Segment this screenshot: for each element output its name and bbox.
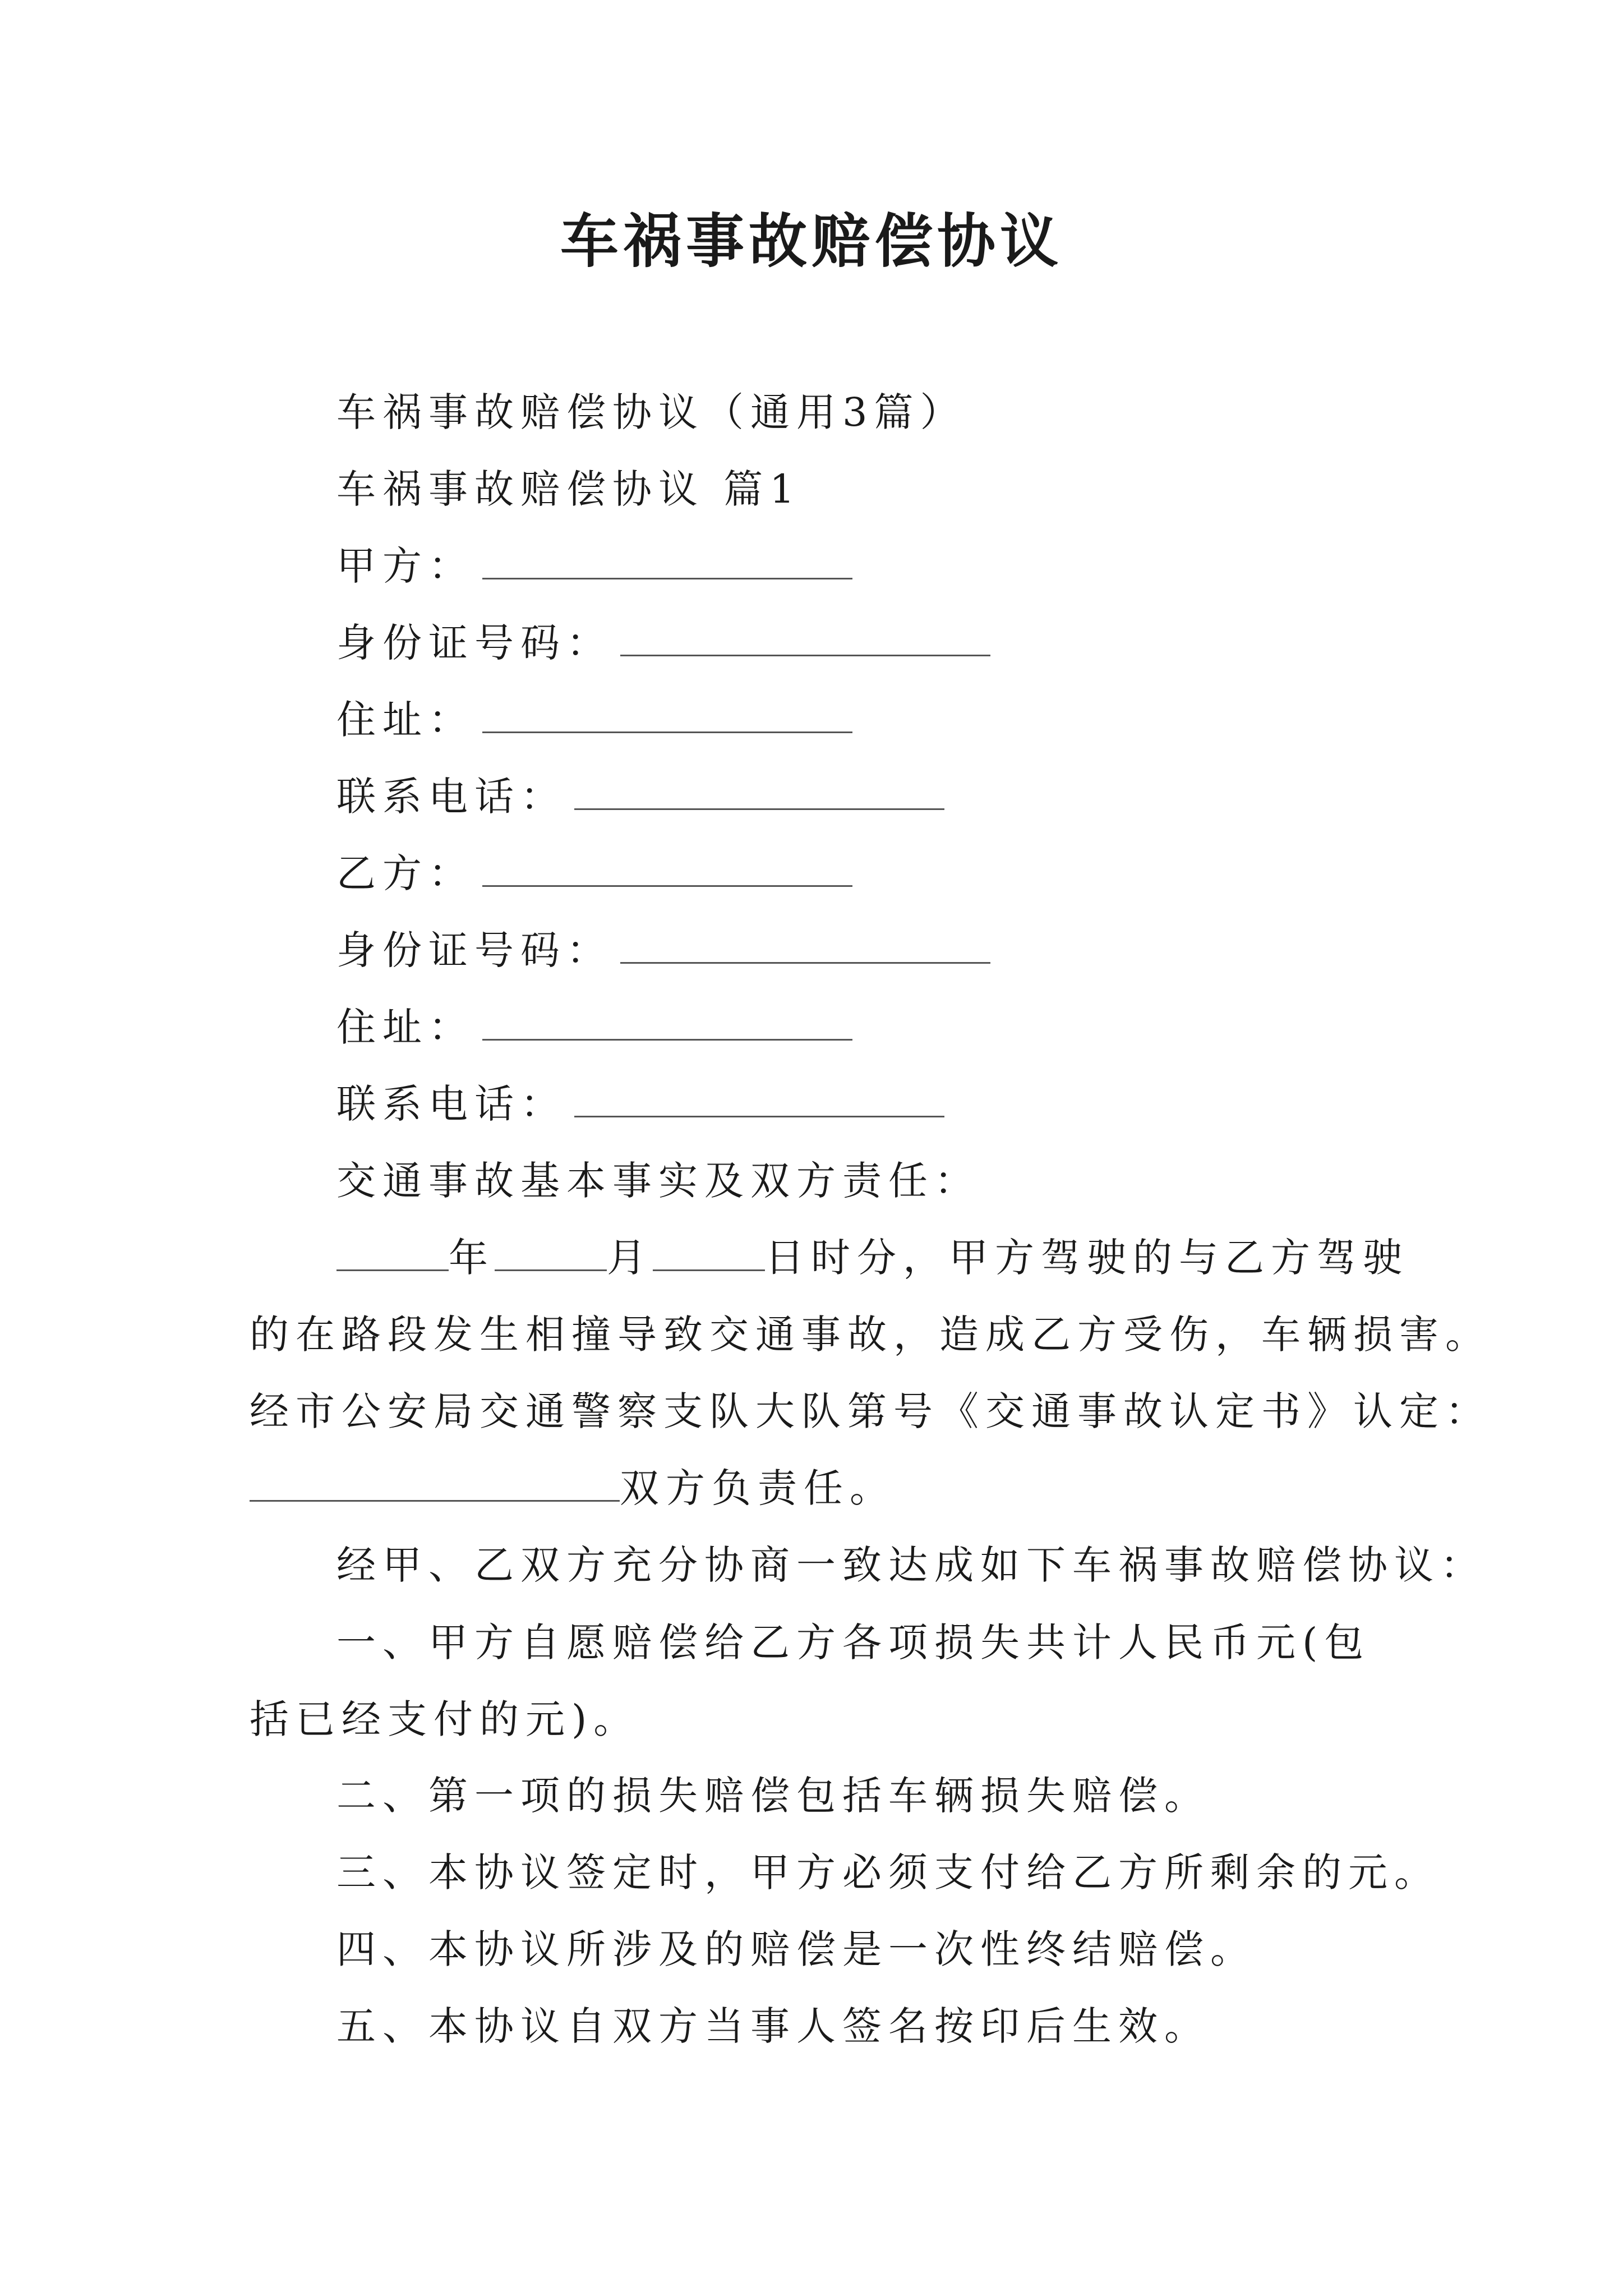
facts-line-4: 双方负责任。 — [620, 1465, 896, 1511]
year-blank — [336, 1230, 449, 1271]
party-b-phone-row — [336, 1076, 944, 1132]
clause-4: 四、本协议所涉及的赔偿是一次性终结赔偿。 — [336, 1926, 1256, 1972]
clause-3: 三、本协议签定时，甲方必须支付给乙方所剩余的元。 — [336, 1849, 1440, 1895]
clause-2: 二、第一项的损失赔偿包括车辆损失赔偿。 — [336, 1773, 1210, 1819]
party-a-phone-blank — [574, 769, 944, 810]
party-b-row — [336, 845, 852, 901]
facts-line-3: 经市公安局交通警察支队大队第号《交通事故认定书》认定： — [250, 1388, 1491, 1434]
day-blank — [653, 1230, 765, 1271]
facts-line1-rest: 日时分，甲方驾驶的与乙方驾驶 — [765, 1235, 1409, 1281]
year-label: 年 — [449, 1235, 495, 1281]
responsibility-blank — [250, 1461, 620, 1502]
party-b-label: 乙方： — [336, 850, 474, 896]
clause-5: 五、本协议自双方当事人签名按印后生效。 — [336, 2003, 1210, 2049]
party-b-address-blank — [482, 1000, 852, 1041]
facts-heading: 交通事故基本事实及双方责任： — [336, 1158, 980, 1204]
party-a-address-label: 住址： — [336, 697, 474, 743]
party-b-id-blank — [620, 923, 990, 964]
party-a-id-blank — [620, 615, 990, 656]
party-b-phone-label: 联系电话： — [336, 1081, 566, 1127]
agreement-intro: 经甲、乙双方充分协商一致达成如下车祸事故赔偿协议： — [336, 1542, 1486, 1588]
party-b-id-label: 身份证号码： — [336, 927, 612, 973]
party-b-phone-blank — [574, 1076, 944, 1117]
party-b-name-blank — [482, 846, 852, 887]
facts-line-4-row — [250, 1460, 896, 1516]
party-a-name-blank — [482, 539, 852, 579]
section-heading: 车祸事故赔偿协议 篇1 — [336, 466, 801, 512]
clause-1: 一、甲方自愿赔偿给乙方各项损失共计人民币元(包括已经支付的元)。 — [250, 1619, 1371, 1742]
party-b-address-label: 住址： — [336, 1004, 474, 1050]
facts-line-2: 的在路段发生相撞导致交通事故，造成乙方受伤，车辆损害。 — [250, 1312, 1491, 1358]
document-title: 车祸事故赔偿协议 — [560, 206, 1063, 275]
party-a-row — [336, 538, 852, 594]
party-a-id-row — [336, 615, 990, 671]
month-blank — [495, 1230, 607, 1271]
party-b-id-row — [336, 922, 990, 978]
party-a-phone-row — [336, 769, 944, 825]
party-a-address-row — [336, 692, 852, 748]
party-a-address-blank — [482, 692, 852, 733]
party-a-id-label: 身份证号码： — [336, 620, 612, 666]
party-a-label: 甲方： — [336, 543, 474, 589]
month-label: 月 — [607, 1235, 653, 1281]
document-subtitle: 车祸事故赔偿协议（通用3篇） — [336, 389, 966, 435]
party-b-address-row — [336, 999, 852, 1055]
party-a-phone-label: 联系电话： — [336, 774, 566, 820]
facts-date-row — [336, 1230, 1409, 1286]
